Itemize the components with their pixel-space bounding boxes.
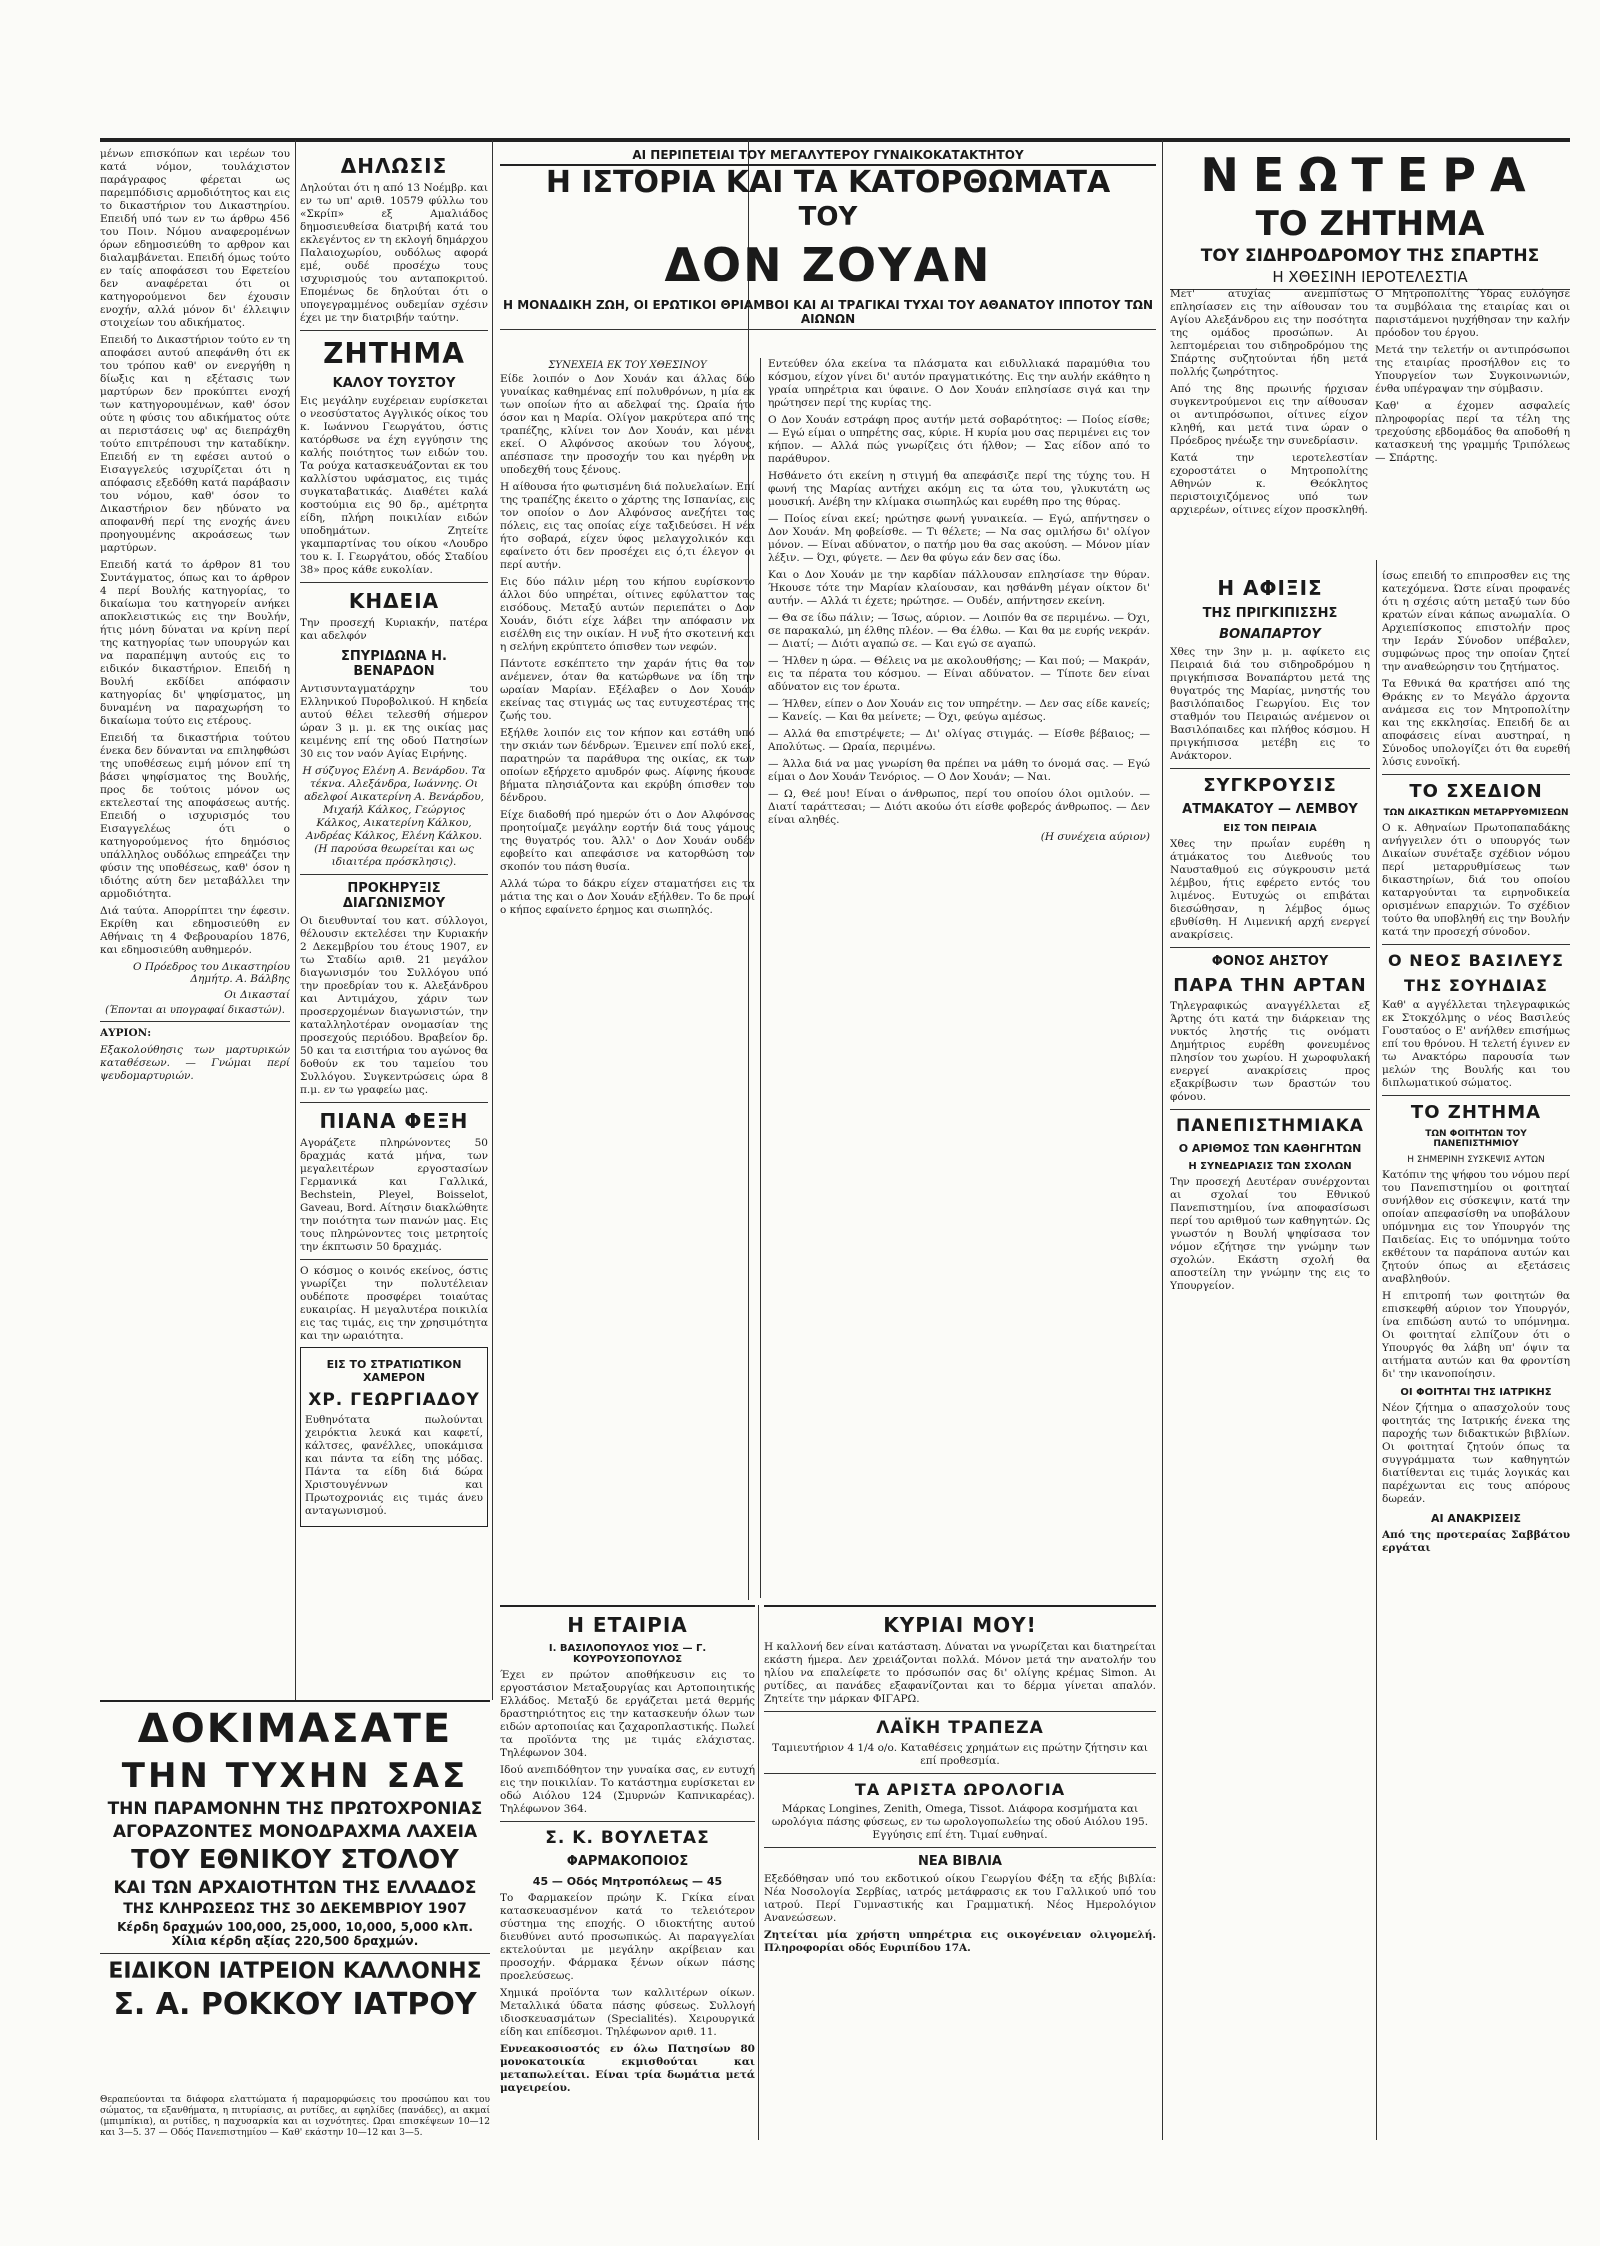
news-text: Μετ' ατυχίας ανεμπίστως επλησίασεν εις την αίθουσαν του Αγίου Αλεξάνδρου εις την ποσότητα της ομάδος προσώπων. Αι λεπτομέρειαι του σιδηροδρόμου της Σπάρτης συζητούνται ήδη μετά πολλής ζωηρότητος.: [1170, 288, 1368, 378]
story-text: — Ήλθεν, είπεν ο Δον Χουάν εις τον υπηρέτην. — Δεν σας είδε κανείς; — Κανείς. — Και θα μείνετε; — Όχι, φεύγω αμέσως.: [768, 698, 1150, 723]
orol-heading: ΤΑ ΑΡΙΣΤΑ ΩΡΟΛΟΓΙΑ: [854, 1780, 1066, 1799]
zitima-text: Εις μεγάλην ευχέρειαν ευρίσκεται ο νεοσύστατος Αγγλικός οίκος του κ. Ιωάννου Γεωργάτου, όστις κατόρθωσε να έχη εγγύησιν της καλής ποιότητος των ειδών του. Τα ρούχα κατασκευάζονται εκ του καλλίστου υφάσματος, εις τιμάς συγκαταβατικάς. Διαθέτει καλά κοστούμια εις 90 δρ., αμέτρητα είδη, πλήρη ποικιλίαν ειδών υποδημάτων. Ζητείτε γκαμπαρτίνας του οίκου «Λουδρο του κ. Ι. Γεωργάτου, οδός Σταδίου 38» προς κάθε ευκολίαν.: [300, 395, 488, 576]
panep-subheading: Ο ΑΡΙΘΜΟΣ ΤΩΝ ΚΑΘΗΓΗΤΩΝ: [1178, 1142, 1362, 1155]
fonos-subheading: ΠΑΡΑ ΤΗΝ ΑΡΤΑΝ: [1173, 975, 1367, 996]
column-ads-right: [764, 1605, 1156, 2142]
separator: [1170, 947, 1370, 948]
separator: [764, 1847, 1156, 1848]
diagonismos-text: Οι διευθυνταί του κατ. σύλλογοι, θέλουσιν εκτελέσει την Κυριακήν 2 Δεκεμβρίου του έτους 1907, εν τω Σταδίω αριθ. 21 μεγάλον διαγωνισμόν του Συλλόγου υπό την προεδρίαν του κ. Αλεξάνδρου και Αντιμάχου, χάριν των προσερχομένων διαγωνιστών, την καταλληλοτέραν ονομασίαν της προσεχούς περιόδου. Βραβείον δρ. 50 και τα εισιτήρια του αγώνος θα δοθούν εκ του ταμείου του Συλλόγου. Συγκεντρώσεις ώρα 8 π.μ. εν τω γραφείω μας.: [300, 915, 488, 1096]
lottery-line: ΚΑΙ ΤΩΝ ΑΡΧΑΙΟΤΗΤΩΝ ΤΗΣ ΕΛΛΑΔΟΣ: [113, 1878, 477, 1898]
foitites-subheading-2: Η ΣΗΜΕΡΙΝΗ ΣΥΣΚΕΨΙΣ ΑΥΤΩΝ: [1407, 1155, 1545, 1165]
separator: [764, 1711, 1156, 1712]
sygkr-text: Χθες την πρωΐαν ευρέθη η άτμάκατος του Διεθνούς του Ναυσταθμού εις σύγκρουσιν μετά λέμβου, ήτις εφέρετο εντός του λιμένος. Ευτυχώς οι επιβάται διεσώθησαν, η λέμβος όμως εβυθίσθη. Η Λιμενική αρχή ενεργεί ανακρίσεις.: [1170, 838, 1370, 941]
news-text: Τα Εθνικά θα κρατήσει από της Θράκης εν το Μεγάλο άρχοντα ανάμεσα εις τον Μητροπολίτην και της εκκλησίας. Επειδή δε αι αποφάσεις είναι αυστηραί, η Σύνοδος υπολογίζει ότι θα ευρεθή λύσις ευνοϊκή.: [1382, 678, 1570, 768]
panep-heading: ΠΑΝΕΠΙΣΤΗΜΙΑΚΑ: [1176, 1116, 1364, 1136]
voul-text: Το Φαρμακείον πρώην Κ. Γκίκα είναι κατασκευασμένον κατά το τελειότερον σύστημα της εποχής. Ο ιδιοκτήτης αυτού διευθύνει αυτό προσωπικώς. Αι παραγγελίαι εκτελούνται με μεγάλην ακρίβειαν και προσοχήν. Φάρμακα ξένων οίκων πάσης προελεύσεως.: [500, 1892, 755, 1982]
story-kicker: ΑΙ ΠΕΡΙΠΕΤΕΙΑΙ ΤΟΥ ΜΕΓΑΛΥΤΕΡΟΥ ΓΥΝΑΙΚΟΚΑΤΑΚΤΗΤΟΥ: [500, 148, 1156, 166]
story-text: Είδε λοιπόν ο Δον Χουάν και άλλας δύο γυναίκας καθημένας επί πολυθρόνων, η μία εκ των οποίων ήτο αι αδελφαί της. Ωραία ήτο όσον και η Μαρία. Ολίγον μακρύτερα από της τραπέζης, κλίνει τον Δον Χουάν, και μένει εκεί. Ο Αλφόνσος ακούων του λόγους, απέσπασε την προσοχήν του και ηγέρθη να υποδεχθή τους ξένους.: [500, 373, 755, 476]
voul-text-2: Χημικά προϊόντα των καλλιτέρων οίκων. Μεταλλικά ύδατα πάσης φύσεως. Συλλογή ιδιοσκευασμάτων (Specialités). Χειρουργικά είδη και επίδεσμοι. Τηλέφωνον αριθ. 11.: [500, 1987, 755, 2038]
story-text: — Θα σε ίδω πάλιν; — Ίσως, αύριον. — Λοιπόν θα σε περιμένω. — Όχι, σε παρακαλώ, μη έλθης πλέον. — Θα έλθω. — Και θα με ευρής νεκράν. — Διατί; — Διότι αγαπώ σε. — Και εγώ σε αγαπώ.: [768, 612, 1150, 650]
sygkr-heading: ΣΥΓΚΡΟΥΣΙΣ: [1203, 775, 1337, 796]
news-text: Κατά την ιεροτελεστίαν εχοροστάτει ο Μητροπολίτης Αθηνών κ. Θεόκλητος περιστοιχιζόμενος υπό των αρχιερέων, οίτινες είχον προσκληθή.: [1170, 452, 1368, 516]
column-rule: [295, 140, 296, 1700]
separator: [300, 1102, 488, 1103]
etairia-text: Έχει εν πρώτον αποθήκευσιν εις το εργοστάσιον Μεταξουργίας και Αρτοποιητικής Ελλάδος. Μεταξύ δε εργάζεται μετά θερμής δραστηριότητος εις την κατασκευήν όλων των ειδών αρτοποιίας και ζαχαροπλαστικής. Πωλεί τα προϊόντα της με τιμάς ελάχιστας. Τηλέφωνον 304.: [500, 1669, 755, 1759]
paragraph-text: Ο κόσμος ο κοινός εκείνος, όστις γνωρίζει την πολυτέλειαν ουδέποτε προσφέρει τοιαύτας ευκαιρίας. Η μεγαλυτέρα ποικιλία εις τας τιμάς, εις την χρησιμότητα και την ωραιότητα.: [300, 1265, 488, 1342]
afixis-text: Χθες την 3ην μ. μ. αφίκετο εις Πειραιά διά του σιδηροδρόμου η πριγκήπισσα Βοναπάρτου μετά της θυγατρός της Μαρίας, μνηστής του βασιλόπαιδος Γεωργίου. Εις τον σταθμόν του Πειραιώς ανέμενον οι Βασιλόπαιδες και πλήθος κόσμου. Η πριγκήπισσα μετέβη εις το Ανάκτορον.: [1170, 646, 1370, 762]
story-text: — Αλλά θα επιστρέψετε; — Δι' ολίγας στιγμάς. — Είσθε βέβαιος; — Απολύτως. — Ωραία, περιμένω.: [768, 728, 1150, 753]
lottery-prizes: Κέρδη δραχμών 100,000, 25,000, 10,000, 5,000 κλπ. Χίλια κέρδη αξίας 220,500 δραχμών.: [117, 1920, 473, 1948]
voul-address: 45 — Οδός Μητροπόλεως — 45: [532, 1875, 723, 1888]
iatr-text: Νέον ζήτημα ο απασχολούν τους φοιτητάς της Ιατρικής ένεκα της παροχής των διδακτικών βιβλίων. Οι φοιτηταί ζητούν όπως τα συγγράμματα των καθηγητών διατίθενται εις τιμάς λογικάς και παρέχωνται εις τους απόρους δωρεάν.: [1382, 1402, 1570, 1505]
clinic-text: Θεραπεύονται τα διάφορα ελαττώματα ή παραμορφώσεις του προσώπου και του σώματος, τα εξανθήματα, η πιτυρίασις, αι ρυτίδες, αι εφηλίδες (πανάδες), αι ακμαί (μπιμπίκια), αι ρυτίδες, η παχυσαρκία και αι ισχνότητες. Ωραι επισκέψεων 10—12 και 3—5. 37 — Οδός Πανεπιστημίου — Καθ' εκάστην 10—12 και 3—5.: [100, 2095, 490, 2138]
story-text: — Άλλα διά να μας γνωρίση θα πρέπει να μάθη το όνομά σας. — Εγώ είμαι ο Δον Χουάν Τενόριος. — Ο Δον Χουάν; — Ναι.: [768, 758, 1150, 783]
column-rule: [492, 140, 493, 1700]
etairia-subheading: Ι. ΒΑΣΙΛΟΠΟΥΛΟΣ ΥΙΟΣ — Γ. ΚΟΥΡΟΥΣΟΠΟΥΛΟΣ: [548, 1643, 707, 1665]
pros-text: Ζητείται μία χρήστη υπηρέτρια εις οικογένειαν ολιγομελή. Πληροφορίαι οδός Ευριπίδου 17Α.: [764, 1929, 1156, 1954]
story-text: Ησθάνετο ότι εκείνη η στιγμή θα απεφάσιζε περί της τύχης του. Η φωνή της Μαρίας αντήχει ακόμη εις τα ώτα του, γλυκυτάτη ως μουσική. Ανέβη την κλίμακα σιωπηλώς και ευρέθη προ της θύρας.: [768, 470, 1150, 508]
story-text: — Ποίος είναι εκεί; ηρώτησε φωνή γυναικεία. — Εγώ, απήντησεν ο Δον Χουάν. Μη φοβείσθε. — Τι θέλετε; — Να σας ομιλήσω δι' ολίγον μόνον. — Είναι αδύνατον, ο πατήρ μου θα σας ακούση. — Μόνον μίαν λέξιν. — Όχι, φύγετε. — Δεν θα φύγω εάν δεν σας ίδω.: [768, 513, 1150, 564]
trapeza-heading: ΛΑΪΚΗ ΤΡΑΠΕΖΑ: [876, 1718, 1044, 1738]
separator: [1382, 1095, 1570, 1096]
column-rule: [1162, 140, 1163, 2140]
story-text: — Ήλθεν η ώρα. — Θέλεις να με ακολουθήσης; — Και πού; — Μακράν, εις τα πέρατα του κόσμου. — Είναι αδύνατον. — Τίποτε δεν είναι αδύνατον εις τον έρωτα.: [768, 655, 1150, 693]
story-text: Εις δύο πάλιν μέρη του κήπου ευρίσκοντο άλλοι δύο υπηρέται, οίτινες εφύλαττον τας εισόδους. Μεταξύ αυτών περιεπάτει ο Δον Χουάν, διότι είχε λάβει την απόφασιν να εισέλθη εις την οικίαν. Η νυξ ήτο σκοτεινή και η σελήνη εκρύπτετο όπισθεν των νεφών.: [500, 576, 755, 653]
news-text: Καθ' α έχομεν ασφαλείς πληροφορίας περί τα τέλη της τρεχούσης εβδομάδος θα αποδοθή η κατασκευή της γραμμής Τριπόλεως — Σπάρτης.: [1375, 400, 1570, 464]
story-text: Ο Δον Χουάν εστράφη προς αυτήν μετά σοβαρότητος: — Ποίος είσθε; — Εγώ είμαι ο υπηρέτης σας, κύριε. Η κυρία μου σας περιμένει εις τον κήπον. — Αλλά πώς γνωρίζεις ότι ήλθον; — Σας είδον από το παράθυρον.: [768, 414, 1150, 465]
sygkr-subheading-2: ΕΙΣ ΤΟΝ ΠΕΙΡΑΙΑ: [1223, 823, 1317, 834]
last-text: Από της προτεραίας Σαββάτου εργάται: [1382, 1529, 1570, 1554]
zitima-heading: ΖΗΤΗΜΑ: [323, 337, 465, 370]
strat-name: ΧΡ. ΓΕΩΡΓΙΑΔΟΥ: [308, 1390, 480, 1410]
sxedion-text: Ο κ. Αθηναίων Πρωτοπαπαδάκης ανήγγειλεν ότι ο υπουργός των Δικαίων συνέταξε σχέδιον νόμου περί μεταρρυθμίσεως των δικαστηρίων, διά του οποίου καταργούνται τα ειρηνοδικεία ορισμένων επαρχιών. Το σχέδιον τούτο θα υποβληθή εις την Βουλήν κατά την προσεχή σύνοδον.: [1382, 822, 1570, 938]
strat-heading: ΕΙΣ ΤΟ ΣΤΡΑΤΙΩΤΙΚΟΝ ΧΑΜΕΡΟΝ: [326, 1358, 462, 1384]
voul-subheading: ΦΑΡΜΑΚΟΠΟΙΟΣ: [566, 1854, 689, 1869]
separator: [100, 1021, 290, 1022]
lottery-line: ΔΟΚΙΜΑΣΑΤΕ: [137, 1706, 453, 1752]
story-text: Είχε διαδοθή πρό ημερών ότι ο Δον Αλφόνσος προητοίμαζε μεγάλην εορτήν διά τους γάμους της θυγατρός του. Άλλ' ο Δον Χουάν ουδέν εφοβείτο και απεφάσισε να κατορθώση τον σκοπόν του πάση θυσία.: [500, 809, 755, 873]
zitima-subheading: ΤΟΥ ΣΙΔΗΡΟΔΡΟΜΟΥ ΤΗΣ ΣΠΑΡΤΗΣ: [1200, 246, 1540, 266]
sxedion-heading: ΤΟ ΣΧΕΔΙΟΝ: [1409, 781, 1543, 802]
separator: [500, 1821, 755, 1822]
column-notices: [300, 148, 488, 1698]
zitima-subheading-2: Η ΧΘΕΣΙΝΗ ΙΕΡΟΤΕΛΕΣΤΙΑ: [1170, 268, 1570, 290]
legal-text: Επειδή τα δικαστήρια τούτου ένεκα δεν δύνανται να επιληφθώσι της υποθέσεως ειμή μόνον επί τη βάσει ψηφίσματος της Βουλής, προς δε τούτοις μόνον ως εκτελεσταί της αποφάσεως αυτής. Επειδή ο ισχυρισμός του Εισαγγελέως ότι ο κατηγορούμενος ήτο δημόσιος υπάλληλος ουδόλως επηρεάζει την φύσιν της υποθέσεως, καθ' όσον η ιδιότης αύτη δεν μεταβάλλει την αρμοδιότητα.: [100, 732, 290, 900]
kideia-text: Αντισυνταγματάρχην του Ελληνικού Πυροβολικού. Η κηδεία αυτού θέλει τελεσθή σήμερον ώραν 3 μ. μ. εκ της οικίας μας κειμένης επί της οδού Πατησίων 30 εις τον ναόν Αγίας Ειρήνης.: [300, 683, 488, 760]
panep-subheading-2: Η ΣΥΝΕΔΡΙΑΣΙΣ ΤΩΝ ΣΧΟΛΩΝ: [1188, 1161, 1352, 1172]
panep-text: Την προσεχή Δευτέραν συνέρχονται αι σχολαί του Εθνικού Πανεπιστημίου, ίνα αποφασίσωσι περί του αριθμού των καθηγητών. Ως γνωστόν η Βουλή ψηφίσασα τον νόμον εζήτησε την γνώμην των σχολών. Εκάστη σχολή θα αποστείλη την γνώμην της εις το Υπουργείον.: [1170, 1176, 1370, 1292]
legal-text: Διά ταύτα. Απορρίπτει την έφεσιν. Εκρίθη και εδημοσιεύθη εν Αθήναις τη 4 Φεβρουαρίου 1876, και εδημοσιεύθη αυθημερόν.: [100, 905, 290, 956]
clinic-heading: ΕΙΔΙΚΟΝ ΙΑΤΡΕΙΟΝ ΚΑΛΛΟΝΗΣ: [108, 1959, 482, 1984]
etairia-heading: Η ΕΤΑΙΡΙΑ: [567, 1613, 688, 1637]
column-right: [1382, 570, 1570, 2140]
diagonismos-heading: ΠΡΟΚΗΡΥΞΙΣ ΔΙΑΓΩΝΙΣΜΟΥ: [342, 881, 446, 911]
etairia-text-2: Ιδού ανεπιδόθητον την γυναίκα σας, εν ευτυχή εις την ποικιλίαν. Το κατάστημα ευρίσκεται εν οδώ Αιόλου 124 (Σμυρνών Καπνικαρέας). Τηλέφωνον 364.: [500, 1764, 755, 1815]
piana-text: Αγοράζετε πληρώνοντες 50 δραχμάς κατά μήνα, των μεγαλειτέρων εργοστασίων Γερμανικά και Γαλλικά, Bechstein, Pleyel, Boisselot, Gaveau, Bord. Αίτησιν διακλώθητε την ποιότητα των πιανών μας. Εις τους πληρώνοντες τοις μετρητοίς την έκπτωσιν 50 δραχμάς.: [300, 1137, 488, 1253]
story-text: — Ω, Θεέ μου! Είναι ο άνθρωπος, περί του οποίου όλοι ομιλούν. — Διατί ταράττεσαι; — Διότι ακούω ότι είσθε φοβερός άνθρωπος. — Δεν είναι αληθές.: [768, 788, 1150, 826]
vivlia-text: Εξεδόθησαν υπό του εκδοτικού οίκου Γεωργίου Φέξη τα εξής βιβλία: Νέα Νοσολογία Σερβίας, ιατρός μετάφρασις εκ του Γαλλικού υπό του ιατρού. Περί Γυμναστικής και Γραμματική. Νέος Ημερολόγιον Ανανεώσεων.: [764, 1873, 1156, 1924]
column-rule: [1376, 560, 1377, 2140]
story-text: Πάντοτε εσκέπτετο την χαράν ήτις θα τον ανέμενεν, όταν θα κατώρθωνε να ίδη την ωραίαν Μαρίαν. Εξέλαβεν ο Δον Χουάν εκείνας τας στιγμάς ως τας ευτυχεστέρας της ζωής του.: [500, 658, 755, 722]
story-name: ΔΟΝ ΖΟΥΑΝ: [664, 238, 992, 292]
story-continue-note: (Η συνέχεια αύριον): [1040, 831, 1150, 843]
orol-text: Μάρκας Longines, Zenith, Omega, Tissot. Διάφορα κοσμήματα και ωρολόγια πάσης φύσεως, εν τω ωρολογοπωλείω της οδού Αιόλου 195. Εγγύησις επί έτη. Τιμαί ευθηναί.: [771, 1803, 1149, 1841]
lottery-line: ΑΓΟΡΑΖΟΝΤΕΣ ΜΟΝΟΔΡΑΧΜΑ ΛΑΧΕΙΑ: [112, 1822, 478, 1842]
story-text: Εντεύθεν όλα εκείνα τα πλάσματα και ειδυλλιακά παραμύθια του κόσμου, είχον γίνει δι' αυτόν πραγματικότης. Εις την αυλήν εκάθητο η γραία υπηρέτρια και ύφαινε. Ο Δον Χουάν επλησίασε σιγά και την ηρώτησεν περί της κυρίας της.: [768, 358, 1150, 409]
vivlia-heading: ΝΕΑ ΒΙΒΛΙΑ: [918, 1854, 1002, 1869]
zitima-subheading: ΚΑΛΟΥ ΤΟΥΣΤΟΥ: [332, 376, 456, 391]
fonos-heading: ΦΟΝΟΣ ΑΗΣΤΟΥ: [1211, 954, 1329, 969]
legal-text: Επειδή το Δικαστήριον τούτο εν τη αποφάσει αυτού απεφάνθη ότι εκ του τρόπου καθ' ον ενεργήθη η δίωξις και η εξέτασις των μαρτύρων δεν προκύπτει ενοχή των κατηγορουμένων, καθ' όσον ούτε η φύσις του αδικήματος ούτε αι περιστάσεις υφ' ας διεπράχθη τούτο επιτρέπουσι την καταδίκην. Επειδή εν τη εφέσει αυτού ο Εισαγγελεύς ισχυρίζεται ότι η απόφασις εξεδόθη κατά παράβασιν του νόμου, καθ' όσον το Δικαστήριον δεν ηδύνατο να αποφανθή περί της ενοχής άνευ προηγουμένης ακροάσεως των μαρτύρων.: [100, 334, 290, 554]
separator: [1382, 774, 1570, 775]
voul-text-3: Εννεακοσιοστός εν όλω Πατησίων 80 μονοκατοικία εκμισθούται και μεταπωλείται. Είναι τρία δωμάτια μετά μαγειρείου.: [500, 2043, 755, 2094]
legal-text: μένων επισκόπων και ιερέων του κατά νόμον, τουλάχιστον παράγραφος φέρεται ως παρεμπόδισις αρμοδιότητος και εις το δικαστήριον του Δικαστηρίου. Επειδή υπό των εν τω άρθρω 456 του Ποιν. Νόμου αναφερομένων όρων εδημοσιεύθη το αρθρον και διαλαμβάνεται. Επειδή όμως τούτο εν ταίς αποφάσεσι του Εφετείου δεν αναφέρεται ότι οι κατηγορούμενοι δεν έχουσιν ενοχήν, αλλά μόνον δι' έλλειψιν στοιχείων του αδικήματος.: [100, 148, 290, 329]
lottery-line: ΤΗΣ ΚΛΗΡΩΣΕΩΣ ΤΗΣ 30 ΔΕΚΕΜΒΡΙΟΥ 1907: [123, 1901, 467, 1917]
foitites-subheading: ΤΩΝ ΦΟΙΤΗΤΩΝ ΤΟΥ ΠΑΝΕΠΙΣΤΗΜΙΟΥ: [1425, 1129, 1527, 1149]
column-ads-lower: [500, 1605, 755, 2142]
story-continuation: ΣΥΝΕΧΕΙΑ ΕΚ ΤΟΥ ΧΘΕΣΙΝΟΥ: [548, 360, 707, 371]
column-neotera: [1170, 148, 1570, 568]
column-news-lower: [1170, 570, 1370, 2140]
anakrisis-heading: ΑΙ ΑΝΑΚΡΙΣΕΙΣ: [1431, 1512, 1521, 1525]
separator: [300, 1259, 488, 1260]
note: (Έπονται αι υπογραφαί δικαστών).: [105, 1005, 285, 1016]
aurion-heading: ΑΥΡΙΟΝ:: [100, 1027, 152, 1039]
legal-text: Επειδή κατά το άρθρον 81 του Συντάγματος, όπως και το άρθρον 4 περί Βουλής κατηγορίας, το δικαίωμα του κατηγορείν ανήκει αποκλειστικώς εις την Βουλήν, ήτις μόνη δύναται να κρίνη περί της κατηγορίας των υπουργών και να παραπέμψη αυτούς εις το ειδικόν δικαστήριον. Επειδή η Βουλή εκδίδει απόφασιν κατηγορίας δι' ψηφίσματος, μη δυναμένη να παραχωρήση το δικαίωμα τούτο εις ετέρους.: [100, 559, 290, 727]
news-text: Μετά την τελετήν οι αντιπρόσωποι της εταιρίας προσήλθον εις το Υπουργείον των Συγκοινωνιών, ένθα υπέγραψαν την σύμβασιν.: [1375, 344, 1570, 395]
signature: Ο Πρόεδρος του Δικαστηρίου Δημήτρ. Α. Βάλβης: [132, 961, 290, 985]
story-text: Αλλά τώρα το δάκρυ είχεν σταματήσει εις τα μάτια της και ο Δον Χουάν εξήλθεν. Το δε πρωί ο κήπος εφαίνετο έρημος και σιωπηλός.: [500, 878, 755, 916]
zitima-heading: ΤΟ ΖΗΤΗΜΑ: [1255, 204, 1485, 244]
clinic-name: Σ. Α. ΡΟΚΚΟΥ ΙΑΤΡΟΥ: [113, 1987, 477, 2022]
afixis-subheading: ΤΗΣ ΠΡΙΓΚΙΠΙΣΣΗΣ: [1202, 606, 1338, 621]
foitites-text: Κατόπιν της ψήφου του νόμου περί του Πανεπιστημίου οι φοιτηταί συνήλθον εις σύσκεψιν, κατά την οποίαν απεφασίσθη να υποβάλουν υπόμνημα εις τον Υπουργόν της Παιδείας. Εις το υπόμνημα τούτο εκθέτουν τα παράπονα αυτών και ζητούν όπως αι εξετάσεις αναβληθούν.: [1382, 1169, 1570, 1285]
kyriai-heading: ΚΥΡΙΑΙ ΜΟΥ!: [883, 1613, 1037, 1637]
kideia-signatures: Η σύζυγος Ελένη Α. Βενάρδου. Τα τέκνα. Αλεξάνδρα, Ιωάννης. Οι αδελφοί Αικατερίνη Α. Βενάρδου, Μιχαήλ Κάλκος, Γεώργιος Κάλκος, Αικατερίνη Κάλκου, Ανδρέας Κάλκος, Ελένη Κάλκου. (Η παρούσα θεωρείται και ως ιδιαιτέρα πρόσκλησις).: [302, 765, 486, 868]
story-text: Και ο Δον Χουάν με την καρδίαν πάλλουσαν επλησίασε την θύραν. Ήκουσε τότε την Μαρίαν κλαίουσαν, και ησθάνθη μέγαν οίκτον δι' αυτήν. — Αλλά τι έχετε; ηρώτησε. — Ουδέν, απήντησεν εκείνη.: [768, 569, 1150, 607]
sxedion-subheading: ΤΩΝ ΔΙΚΑΣΤΙΚΩΝ ΜΕΤΑΡΡΥΘΜΙΣΕΩΝ: [1383, 808, 1569, 818]
lottery-line: ΤΟΥ ΕΘΝΙΚΟΥ ΣΤΟΛΟΥ: [131, 1845, 459, 1875]
newspaper-page: [100, 140, 1570, 2140]
foitites-text-2: Η επιτροπή των φοιτητών θα επισκεφθή αύριον τον Υπουργόν, ίνα επιδώση αυτώ το υπόμνημα. Οι φοιτηταί ελπίζουν ότι ο Υπουργός θα λάβη υπ' όψιν τα αιτήματα αυτών και θα φροντίση δι' την ικανοποίησιν.: [1382, 1290, 1570, 1380]
separator: [100, 1953, 490, 1954]
kideia-intro: Την προσεχή Κυριακήν, πατέρα και αδελφόν: [300, 617, 488, 642]
afixis-subheading-2: ΒΟΝΑΠΑΡΤΟΥ: [1219, 627, 1321, 642]
kideia-heading: ΚΗΔΕΙΑ: [348, 589, 440, 613]
news-text: Από της 8ης πρωινής ήρχισαν συγκεντρούμενοι εις την αίθουσαν οι αντιπρόσωποι, οίτινες είχον κληθή, και μετά τινα ώραν ο Πρόεδρος ηνέωξε την συνεδρίασιν.: [1170, 383, 1368, 447]
separator: [1170, 768, 1370, 769]
aurion-text: Εξακολούθησις των μαρτυρικών καταθέσεων. — Γνώμαι περί ψευδομαρτυριών.: [100, 1044, 290, 1082]
column-rule: [758, 1605, 759, 2140]
signature: Οι Δικασταί: [224, 989, 290, 1001]
news-text: ίσως επειδή το επιπροσθεν εις της κατεχόμενα. Ώστε είναι προφανές ότι η σχέσις αύτη μεταξύ των δύο κρατών είναι κάπως ανωμαλία. Ο Αρχιεπίσκοπος επιστολήν προς την Ιεράν Σύνοδον υπέβαλεν, συμφώνως προς την οποίαν ζητεί την αναθεώρησιν του ζητήματος.: [1382, 570, 1570, 673]
story-title-tou: ΤΟΥ: [798, 202, 858, 232]
separator: [300, 874, 488, 875]
strat-ad: [300, 1347, 488, 1527]
separator: [300, 582, 488, 583]
column-don-juan: [500, 148, 1156, 1608]
vasil-subheading: ΤΗΣ ΣΟΥΗΔΙΑΣ: [1404, 976, 1548, 995]
voul-heading: Σ. Κ. ΒΟΥΛΕΤΑΣ: [545, 1828, 710, 1848]
lottery-line: ΤΗΝ ΠΑΡΑΜΟΝΗΝ ΤΗΣ ΠΡΩΤΟΧΡΟΝΙΑΣ: [107, 1799, 483, 1819]
story-title: Η ΙΣΤΟΡΙΑ ΚΑΙ ΤΑ ΚΑΤΟΡΘΩΜΑΤΑ: [545, 165, 1111, 200]
fonos-text: Τηλεγραφικώς αναγγέλλεται εξ Άρτης ότι κατά την διάρκειαν της νυκτός ληστής τις ονόματι Δημήτριος ευρέθη φονευμένος πλησίον του χωρίου. Η χωροφυλακή ενεργεί ανακρίσεις προς εξακρίβωσιν των δραστών του φόνου.: [1170, 1000, 1370, 1103]
news-text: Ο Μητροπολίτης Ύδρας ευλόγησε τα συμβόλαια της εταιρίας και οι παριστάμενοι ηυχήθησαν την καλήν πρόοδον του έργου.: [1375, 288, 1570, 339]
column-legal: [100, 148, 290, 1698]
lottery-ad: [100, 1700, 490, 2142]
lottery-line: ΤΗΝ ΤΥΧΗΝ ΣΑΣ: [121, 1756, 469, 1796]
separator: [1170, 1109, 1370, 1110]
vasil-heading: Ο ΝΕΟΣ ΒΑΣΙΛΕΥΣ: [1388, 951, 1564, 970]
story-text: Η αίθουσα ήτο φωτισμένη διά πολυελαίων. Επί της τραπέζης έκειτο ο χάρτης της Ισπανίας, εις τον οποίον ο Δον Αλφόνσος ανεζήτει τας πόλεις, εις τας οποίας είχε ταξιδεύσει. Η νέα ήτο σοβαρά, είχεν ύφος μελαγχολικόν και εφαίνετο ότι δεν προσέχει εις ό,τι έλεγον οι περί αυτήν.: [500, 481, 755, 571]
afixis-heading: Η ΑΦΙΞΙΣ: [1217, 576, 1323, 600]
dilosis-heading: ΔΗΛΩΣΙΣ: [340, 154, 448, 178]
story-text: Εξήλθε λοιπόν εις τον κήπον και εστάθη υπό την σκιάν των δένδρων. Έμεινεν επί πολύ εκεί, παρατηρών τα παράθυρα της οικίας, εκ των οποίων εξήρχετο αμυδρόν φως. Αίφνης ήκουσε βήματα πλησιάζοντα και εκρύβη όπισθεν του δένδρου.: [500, 727, 755, 804]
strat-text: Ευθηνότατα πωλούνται χειρόκτια λευκά και καφετί, κάλτσες, φανέλλες, υποκάμισα και πάντα τα είδη της μόδας. Πάντα τα είδη διά δώρα Χριστουγέννων και Πρωτοχρονιάς εις τιμάς άνευ ανταγωνισμού.: [305, 1414, 483, 1517]
column-rule: [760, 358, 761, 1598]
trapeza-text: Ταμιευτήριον 4 1/4 ο/ο. Καταθέσεις χρημάτων εις πρώτην ζήτησιν και επί προθεσμία.: [772, 1742, 1148, 1767]
sygkr-subheading: ΑΤΜΑΚΑΤΟΥ — ΛΕΜΒΟΥ: [1182, 802, 1358, 817]
separator: [1382, 944, 1570, 945]
story-subtitle: Η ΜΟΝΑΔΙΚΗ ΖΩΗ, ΟΙ ΕΡΩΤΙΚΟΙ ΘΡΙΑΜΒΟΙ ΚΑΙ ΑΙ ΤΡΑΓΙΚΑΙ ΤΥΧΑΙ ΤΟΥ ΑΘΑΝΑΤΟΥ ΙΠΠΟΤΟΥ ΤΩΝ ΑΙΩΝΩΝ: [500, 298, 1156, 330]
separator: [764, 1773, 1156, 1774]
vasil-text: Καθ' α αγγέλλεται τηλεγραφικώς εκ Στοκχόλμης ο νέος Βασιλεύς Γουσταύος ο Ε' ανήλθεν επισήμως επί του θρόνου. Η τελετή έγινεν εν τω Ανακτόρω παρουσία των μελών της Βουλής και του διπλωματικού σώματος.: [1382, 999, 1570, 1089]
separator: [300, 330, 488, 331]
kideia-name: ΣΠΥΡΙΔΩΝΑ Η. ΒΕΝΑΡΔΟΝ: [341, 649, 447, 679]
piana-heading: ΠΙΑΝΑ ΦΕΞΗ: [319, 1109, 469, 1133]
iatr-heading: ΟΙ ΦΟΙΤΗΤΑΙ ΤΗΣ ΙΑΤΡΙΚΗΣ: [1400, 1387, 1552, 1398]
dilosis-text: Δηλούται ότι η από 13 Νοέμβρ. και εν τω υπ' αριθ. 10579 φύλλω του «Σκρίπ» εξ Αμαλιάδος δημοσιευθείσα διατριβή κατά του εκλεγέντος εν τη εκλογή δημάρχου Παλαιοχωρίου, ουδόλως αφορά εμέ, ουδέ προσέχω τους ισχυρισμούς του ανταποκριτού. Επομένως δε δηλούται ότι ο υπογεγραμμένος ουδεμίαν σχέσιν έχει με την διατριβήν ταύτην.: [300, 182, 488, 324]
foitites-heading: ΤΟ ΖΗΤΗΜΑ: [1410, 1102, 1542, 1123]
kyriai-text: Η καλλονή δεν είναι κατάσταση. Δύναται να γνωρίζεται και διατηρείται εκάστη ήμερα. Δεν χρειάζονται πολλά. Μόνον μετά την ανατολήν του ηλίου να επαλείφετε το πρόσωπόν σας δι' ολίγης κρέμας Simon. Αι ρυτίδες, αι πανάδες εξαφανίζονται και το δέρμα γίνεται απαλόν. Ζητείτε την μάρκαν ΦΙΓΑΡΩ.: [764, 1641, 1156, 1705]
section-masthead: ΝΕΩΤΕΡΑ: [1200, 148, 1540, 202]
